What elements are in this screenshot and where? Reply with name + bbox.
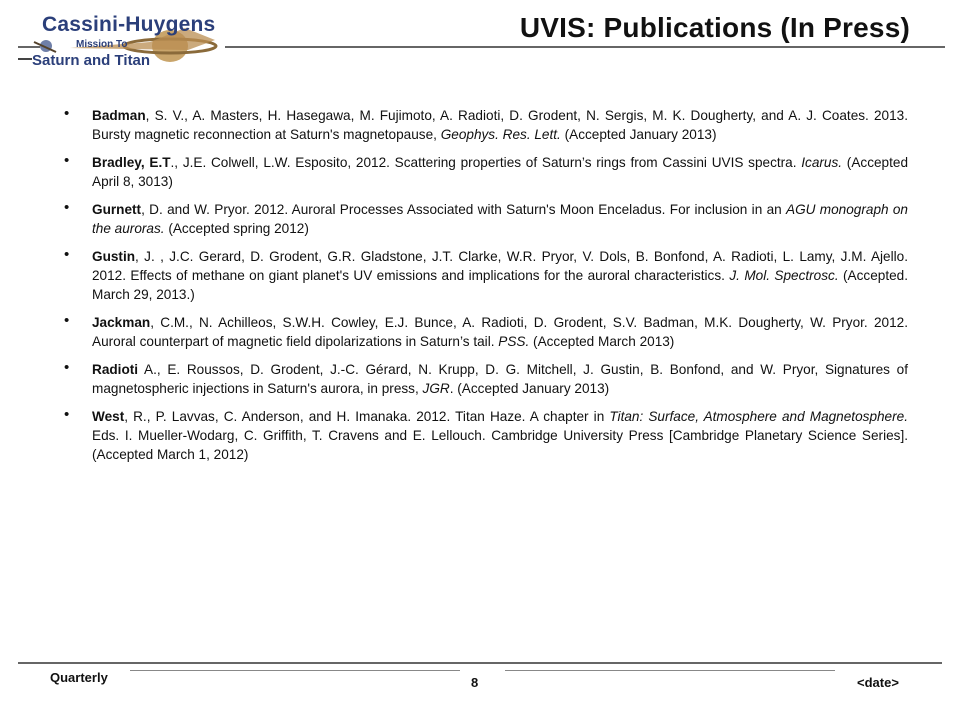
reference-text: (Accepted. March 29, 2013.) [92, 268, 909, 302]
author-highlight: Gurnett [92, 202, 142, 217]
footer-rule [18, 662, 942, 664]
author-highlight: Jackman [92, 315, 151, 330]
bullet-icon: • [64, 105, 70, 122]
mission-logo [10, 6, 220, 72]
author-highlight: Radioti [92, 362, 139, 377]
author-highlight: Bradley, E.T [92, 155, 171, 170]
footer-label: Quarterly [50, 670, 108, 685]
page-title: UVIS: Publications (In Press) [519, 12, 910, 43]
reference-text: (Accepted spring 2012) [164, 221, 309, 236]
publication-venue: J. Mol. Spectrosc. [729, 268, 839, 283]
reference-text: , D. and W. Pryor. 2012. Auroral Processes Associated with Saturn's Moon Enceladus. For inclusion in an [141, 202, 787, 217]
footer-date: <date> [857, 675, 899, 690]
page-number: 8 [471, 675, 479, 690]
reference-item [62, 153, 908, 191]
bullet-icon: • [64, 312, 70, 329]
publication-venue: JGR [422, 381, 450, 396]
publication-venue: Geophys. Res. Lett. [440, 127, 561, 142]
author-highlight: Gustin [92, 249, 136, 264]
reference-text: (Accepted April 8, 3013) [92, 155, 909, 189]
publication-venue: Icarus. [801, 155, 843, 170]
reference-item [62, 360, 908, 398]
header-rule [225, 46, 945, 48]
footer-rule-right [505, 670, 835, 671]
reference-item [62, 106, 908, 144]
reference-text: , S. V., A. Masters, H. Hasegawa, M. Fujimoto, A. Radioti, D. Grodent, N. Sergis, M. K. Dougherty, and A. J. Coates. 2013. Bursty magnetic reconnection at Saturn's magnetopause, [92, 108, 908, 142]
footer-rule-left [130, 670, 460, 671]
reference-item [62, 200, 908, 238]
publication-venue: AGU monograph on the auroras. [92, 202, 908, 236]
bullet-icon: • [64, 406, 70, 423]
bullet-icon: • [64, 246, 70, 263]
logo-subtitle-2: Saturn and Titan [32, 52, 151, 69]
reference-item [62, 313, 908, 351]
author-highlight: Badman [92, 108, 146, 123]
reference-text: , R., P. Lavvas, C. Anderson, and H. Imanaka. 2012. Titan Haze. A chapter in [124, 409, 610, 424]
reference-text: . (Accepted January 2013) [449, 381, 610, 396]
publication-venue: Titan: Surface, Atmosphere and Magnetosphere. [609, 409, 908, 424]
publication-venue: PSS. [498, 334, 530, 349]
logo-title: Cassini-Huygens [42, 13, 216, 36]
reference-item [62, 247, 908, 304]
publication-list [62, 106, 908, 473]
author-highlight: West [92, 409, 125, 424]
bullet-icon: • [64, 152, 70, 169]
reference-text: , J. , J.C. Gerard, D. Grodent, G.R. Gladstone, J.T. Clarke, W.R. Pryor, V. Dols, B. Bonfond, A. Radioti, L. Lamy, J.M. Ajello. 2012. Effects of methane on giant planet's UV emissions and implications for the auroral characteristics. [92, 249, 908, 283]
reference-text: (Accepted March 2013) [529, 334, 675, 349]
reference-text: A., E. Roussos, D. Grodent, J.-C. Gérard, N. Krupp, D. G. Mitchell, J. Gustin, B. Bonfond, and W. Pryor, Signatures of magnetospheric injections in Saturn's aurora, in press, [92, 362, 908, 396]
bullet-icon: • [64, 199, 70, 216]
reference-text: ., J.E. Colwell, L.W. Esposito, 2012. Scattering properties of Saturn’s rings from Cassini UVIS spectra. [170, 155, 802, 170]
bullet-icon: • [64, 359, 70, 376]
reference-item [62, 407, 908, 464]
header-rule-left-2 [18, 58, 32, 60]
reference-text: Eds. I. Mueller-Wodarg, C. Griffith, T. Cravens and E. Lellouch. Cambridge University Press [Cambridge Planetary Science Series]. (Accepted March 1, 2012) [92, 428, 908, 462]
logo-subtitle: Mission To [76, 39, 128, 50]
reference-text: , C.M., N. Achilleos, S.W.H. Cowley, E.J. Bunce, A. Radioti, D. Grodent, S.V. Badman, M.K. Dougherty, W. Pryor. 2012. Auroral counterpart of magnetic field dipolarizations in Saturn’s tail. [92, 315, 908, 349]
header-rule-left [18, 46, 40, 48]
reference-text: (Accepted January 2013) [560, 127, 717, 142]
